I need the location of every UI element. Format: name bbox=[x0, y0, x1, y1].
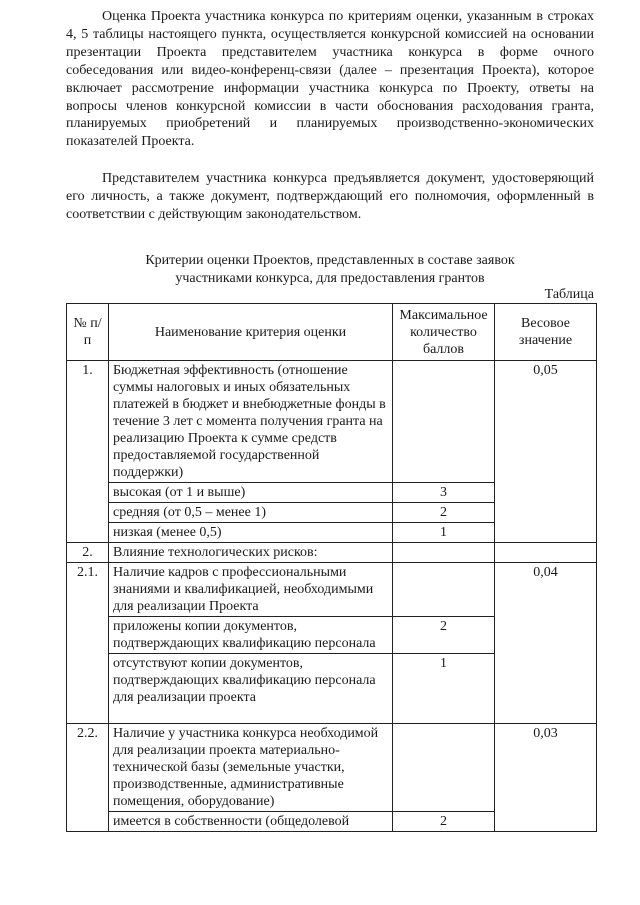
cell-weight: 0,04 bbox=[495, 563, 597, 724]
cell-name: имеется в собственности (общедолевой bbox=[109, 812, 393, 832]
cell-max bbox=[393, 563, 495, 617]
header-max: Максимальное количество баллов bbox=[393, 304, 495, 361]
cell-num: 2.1. bbox=[67, 563, 109, 724]
cell-weight bbox=[495, 543, 597, 563]
cell-name: низкая (менее 0,5) bbox=[109, 523, 393, 543]
cell-num: 1. bbox=[67, 361, 109, 543]
cell-name: высокая (от 1 и выше) bbox=[109, 483, 393, 503]
criteria-table bbox=[66, 303, 597, 832]
cell-max bbox=[393, 724, 495, 812]
cell-num: 2. bbox=[67, 543, 109, 563]
header-weight: Весовое значение bbox=[495, 304, 597, 361]
cell-num: 2.2. bbox=[67, 724, 109, 832]
table-row bbox=[67, 361, 597, 483]
cell-max: 1 bbox=[393, 654, 495, 724]
paragraph-evaluation: Оценка Проекта участника конкурса по критериям оценки, указанным в строках 4, 5 таблицы настоящего пункта, осуществляется конкурсной комиссией на основании презентации Проекта представителем участника конкурса в форме очного собеседования или видео-конференц-связи (далее – презентация Проекта), которое включает рассмотрение информации участника конкурса по Проекту, ответы на вопросы членов конкурсной комиссии в части обоснования расходования гранта, планируемых приобретений и планируемых производственно-экономических показателей Проекта. bbox=[66, 9, 594, 150]
cell-max: 2 bbox=[393, 503, 495, 523]
cell-weight: 0,03 bbox=[495, 724, 597, 832]
cell-name: приложены копии документов, подтверждающих квалификацию персонала bbox=[109, 617, 393, 654]
table-title-line-2: участниками конкурса, для предоставления грантов bbox=[175, 271, 485, 286]
cell-weight: 0,05 bbox=[495, 361, 597, 543]
cell-max bbox=[393, 543, 495, 563]
cell-name: Бюджетная эффективность (отношение суммы налоговых и иных обязательных платежей в бюджет и внебюджетные фонды в течение 3 лет с момента получения гранта на реализацию Проекта к сумме средств предоставляемой государственной поддержки) bbox=[109, 361, 393, 483]
cell-max: 1 bbox=[393, 523, 495, 543]
cell-max bbox=[393, 361, 495, 483]
table-header-row bbox=[67, 304, 597, 361]
table-row bbox=[67, 724, 597, 812]
table-label: Таблица bbox=[544, 287, 594, 302]
table-title-line-1: Критерии оценки Проектов, представленных в составе заявок bbox=[145, 253, 515, 268]
table-row bbox=[67, 563, 597, 617]
header-name: Наименование критерия оценки bbox=[109, 304, 393, 361]
paragraph-representative: Представителем участника конкурса предъявляется документ, удостоверяющий его личность, а также документ, подтверждающий его полномочия, оформленный в соответствии с действующим законодательством. bbox=[66, 171, 594, 222]
cell-name: отсутствуют копии документов, подтверждающих квалификацию персонала для реализации проекта bbox=[109, 654, 393, 724]
cell-max: 3 bbox=[393, 483, 495, 503]
cell-name: Наличие у участника конкурса необходимой для реализации проекта материально-технической базы (земельные участки, производственные, административные помещения, оборудование) bbox=[109, 724, 393, 812]
cell-name: Влияние технологических рисков: bbox=[109, 543, 393, 563]
cell-name: средняя (от 0,5 – менее 1) bbox=[109, 503, 393, 523]
table-title bbox=[66, 252, 594, 288]
cell-max: 2 bbox=[393, 617, 495, 654]
header-num: № п/п bbox=[67, 304, 109, 361]
cell-max: 2 bbox=[393, 812, 495, 832]
table-row bbox=[67, 543, 597, 563]
cell-name: Наличие кадров с профессиональными знаниями и квалификацией, необходимыми для реализации Проекта bbox=[109, 563, 393, 617]
